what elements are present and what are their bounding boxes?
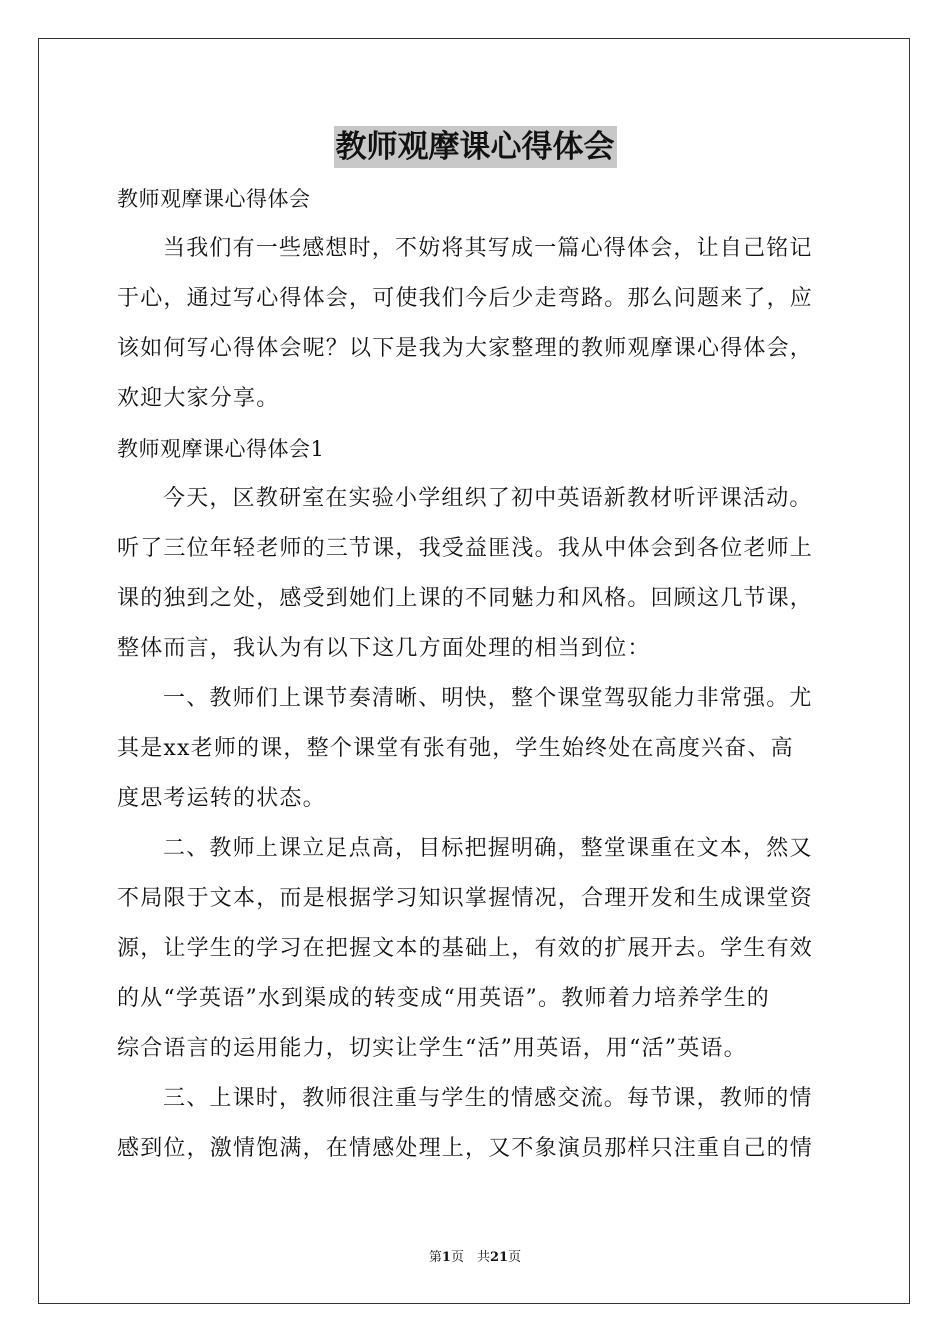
paragraph-line: 其是xx老师的课，整个课堂有张有弛，学生始终处在高度兴奋、高: [117, 736, 794, 761]
paragraph-line: 二、教师上课立足点高，目标把握明确，整堂课重在文本，然又: [163, 836, 813, 861]
paragraph-2: [117, 674, 833, 824]
paragraph-line: 的从“学英语”水到渠成的转变成“用英语”。教师着力培养学生的: [117, 986, 770, 1011]
title-container: [0, 126, 950, 168]
paragraph-line: 感到位，激情饱满，在情感处理上，又不象演员那样只注重自己的情: [117, 1136, 814, 1161]
paragraph-line: 整体而言，我认为有以下这几方面处理的相当到位：: [117, 636, 651, 661]
paragraph-line: 课的独到之处，感受到她们上课的不同魅力和风格。回顾这几节课，: [117, 586, 814, 611]
section-heading: 教师观摩课心得体会1: [117, 437, 325, 461]
paragraph-line: 综合语言的运用能力，切实让学生“活”用英语，用“活”英语。: [117, 1036, 747, 1061]
paragraph-line: 三、上课时，教师很注重与学生的情感交流。每节课，教师的情: [163, 1086, 813, 1111]
paragraph-line: 一、教师们上课节奏清晰、明快，整个课堂驾驭能力非常强。尤: [163, 686, 813, 711]
paragraph-line: 听了三位年轻老师的三节课，我受益匪浅。我从中体会到各位老师上: [117, 536, 814, 561]
paragraph-1: [117, 474, 833, 674]
page-prefix: 第: [428, 1250, 442, 1265]
paragraph-line: 度思考运转的状态。: [117, 786, 326, 811]
paragraph-line: 于心，通过写心得体会，可使我们今后少走弯路。那么问题来了，应: [117, 286, 814, 311]
paragraph-line: 今天，区教研室在实验小学组织了初中英语新教材听评课活动。: [163, 486, 813, 511]
paragraph-3: [117, 824, 833, 1074]
intro-paragraph: [117, 224, 833, 424]
paragraph-line: 源，让学生的学习在把握文本的基础上，有效的扩展开去。学生有效: [117, 936, 814, 961]
page-mid: 页 共: [450, 1250, 490, 1265]
paragraph-line: 不局限于文本，而是根据学习知识掌握情况，合理开发和生成课堂资: [117, 886, 814, 911]
page-current: 1: [441, 1250, 451, 1265]
page-suffix: 页: [508, 1250, 522, 1265]
document-title: 教师观摩课心得体会: [334, 126, 617, 168]
paragraph-line: 当我们有一些感想时，不妨将其写成一篇心得体会，让自己铭记: [163, 236, 813, 261]
paragraph-line: 该如何写心得体会呢？以下是我为大家整理的教师观摩课心得体会，: [117, 336, 814, 361]
paragraph-4: [117, 1074, 833, 1174]
page-total: 21: [489, 1250, 509, 1265]
document-body: [117, 174, 833, 1174]
document-subtitle: 教师观摩课心得体会: [117, 187, 311, 211]
page-footer: [0, 1250, 950, 1266]
paragraph-line: 欢迎大家分享。: [117, 386, 280, 411]
